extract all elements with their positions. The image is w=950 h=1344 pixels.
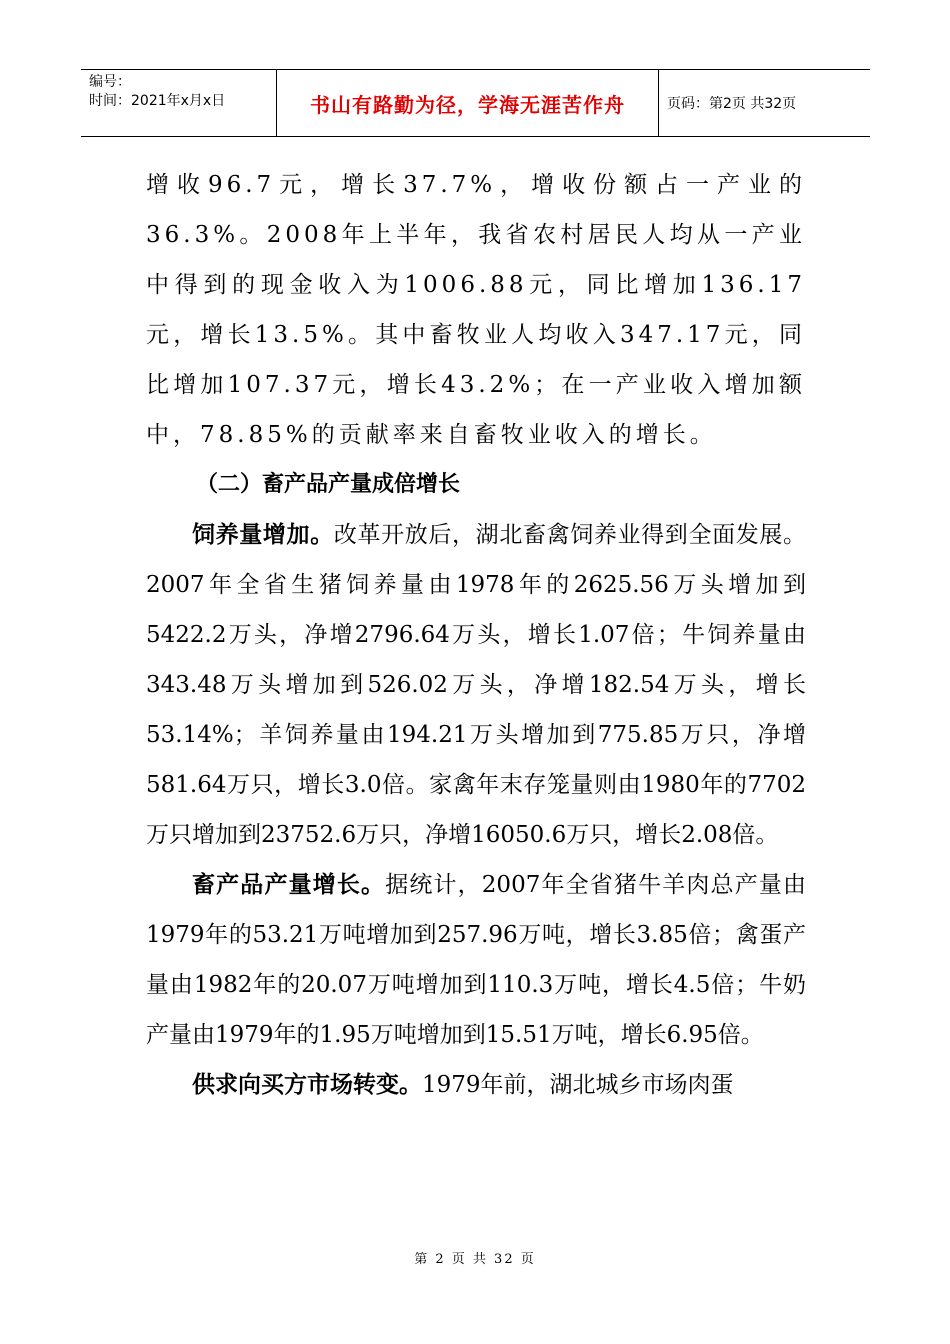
header-page-label: 页码：第2页 共32页 xyxy=(667,96,797,112)
document-body xyxy=(146,160,806,1110)
header-meta-cell xyxy=(81,70,277,136)
paragraph-3-text: 据统计，2007年全省猪牛羊肉总产量由1979年的53.21万吨增加到257.96万吨，增长3.85倍；禽蛋产量由1982年的20.07万吨增加到110.3万吨，增长4.5倍；牛奶产量由1979年的1.95万吨增加到15.51万吨，增长6.95倍。 xyxy=(146,872,806,1048)
header-motto-cell xyxy=(277,70,659,136)
page-header xyxy=(81,69,870,137)
paragraph-3 xyxy=(146,860,806,1060)
section-heading: （二）畜产品产量成倍增长 xyxy=(196,472,461,497)
paragraph-3-lead: 畜产品产量增长。 xyxy=(192,872,386,898)
motto-text: 书山有路勤为径，学海无涯苦作舟 xyxy=(310,92,625,117)
paragraph-2 xyxy=(146,510,806,860)
paragraph-4-text: 1979年前，湖北城乡市场肉蛋 xyxy=(422,1072,734,1098)
document-time-label: 时间：2021年x月x日 xyxy=(89,93,226,109)
paragraph-2-text: 改革开放后，湖北畜禽饲养业得到全面发展。2007年全省生猪饲养量由1978年的2625.56万头增加到5422.2万头，净增2796.64万头，增长1.07倍；牛饲养量由343.48万头增加到526.02万头，净增182.54万头，增长53.14%；羊饲养量由194.21万头增加到775.85万只，净增581.64万只，增长3.0倍。家禽年末存笼量则由1980年的7702万只增加到23752.6万只，净增16050.6万只，增长2.08倍。 xyxy=(146,522,807,848)
paragraph-4-lead: 供求向买方市场转变。 xyxy=(192,1072,422,1098)
page-footer: 第 2 页 共 32 页 xyxy=(414,1252,536,1267)
paragraph-2-lead: 饲养量增加。 xyxy=(192,522,334,548)
header-page-cell xyxy=(659,70,870,136)
paragraph-1: 增收96.7元，增长37.7%，增收份额占一产业的36.3%。2008年上半年，我省农村居民人均从一产业中得到的现金收入为1006.88元，同比增加136.17元，增长13.5%。其中畜牧业人均收入347.17元，同比增加107.37元，增长43.2%；在一产业收入增加额中，78.85%的贡献率来自畜牧业收入的增长。 xyxy=(146,172,806,448)
document-number-label: 编号： xyxy=(89,74,131,90)
paragraph-4 xyxy=(146,1060,806,1110)
